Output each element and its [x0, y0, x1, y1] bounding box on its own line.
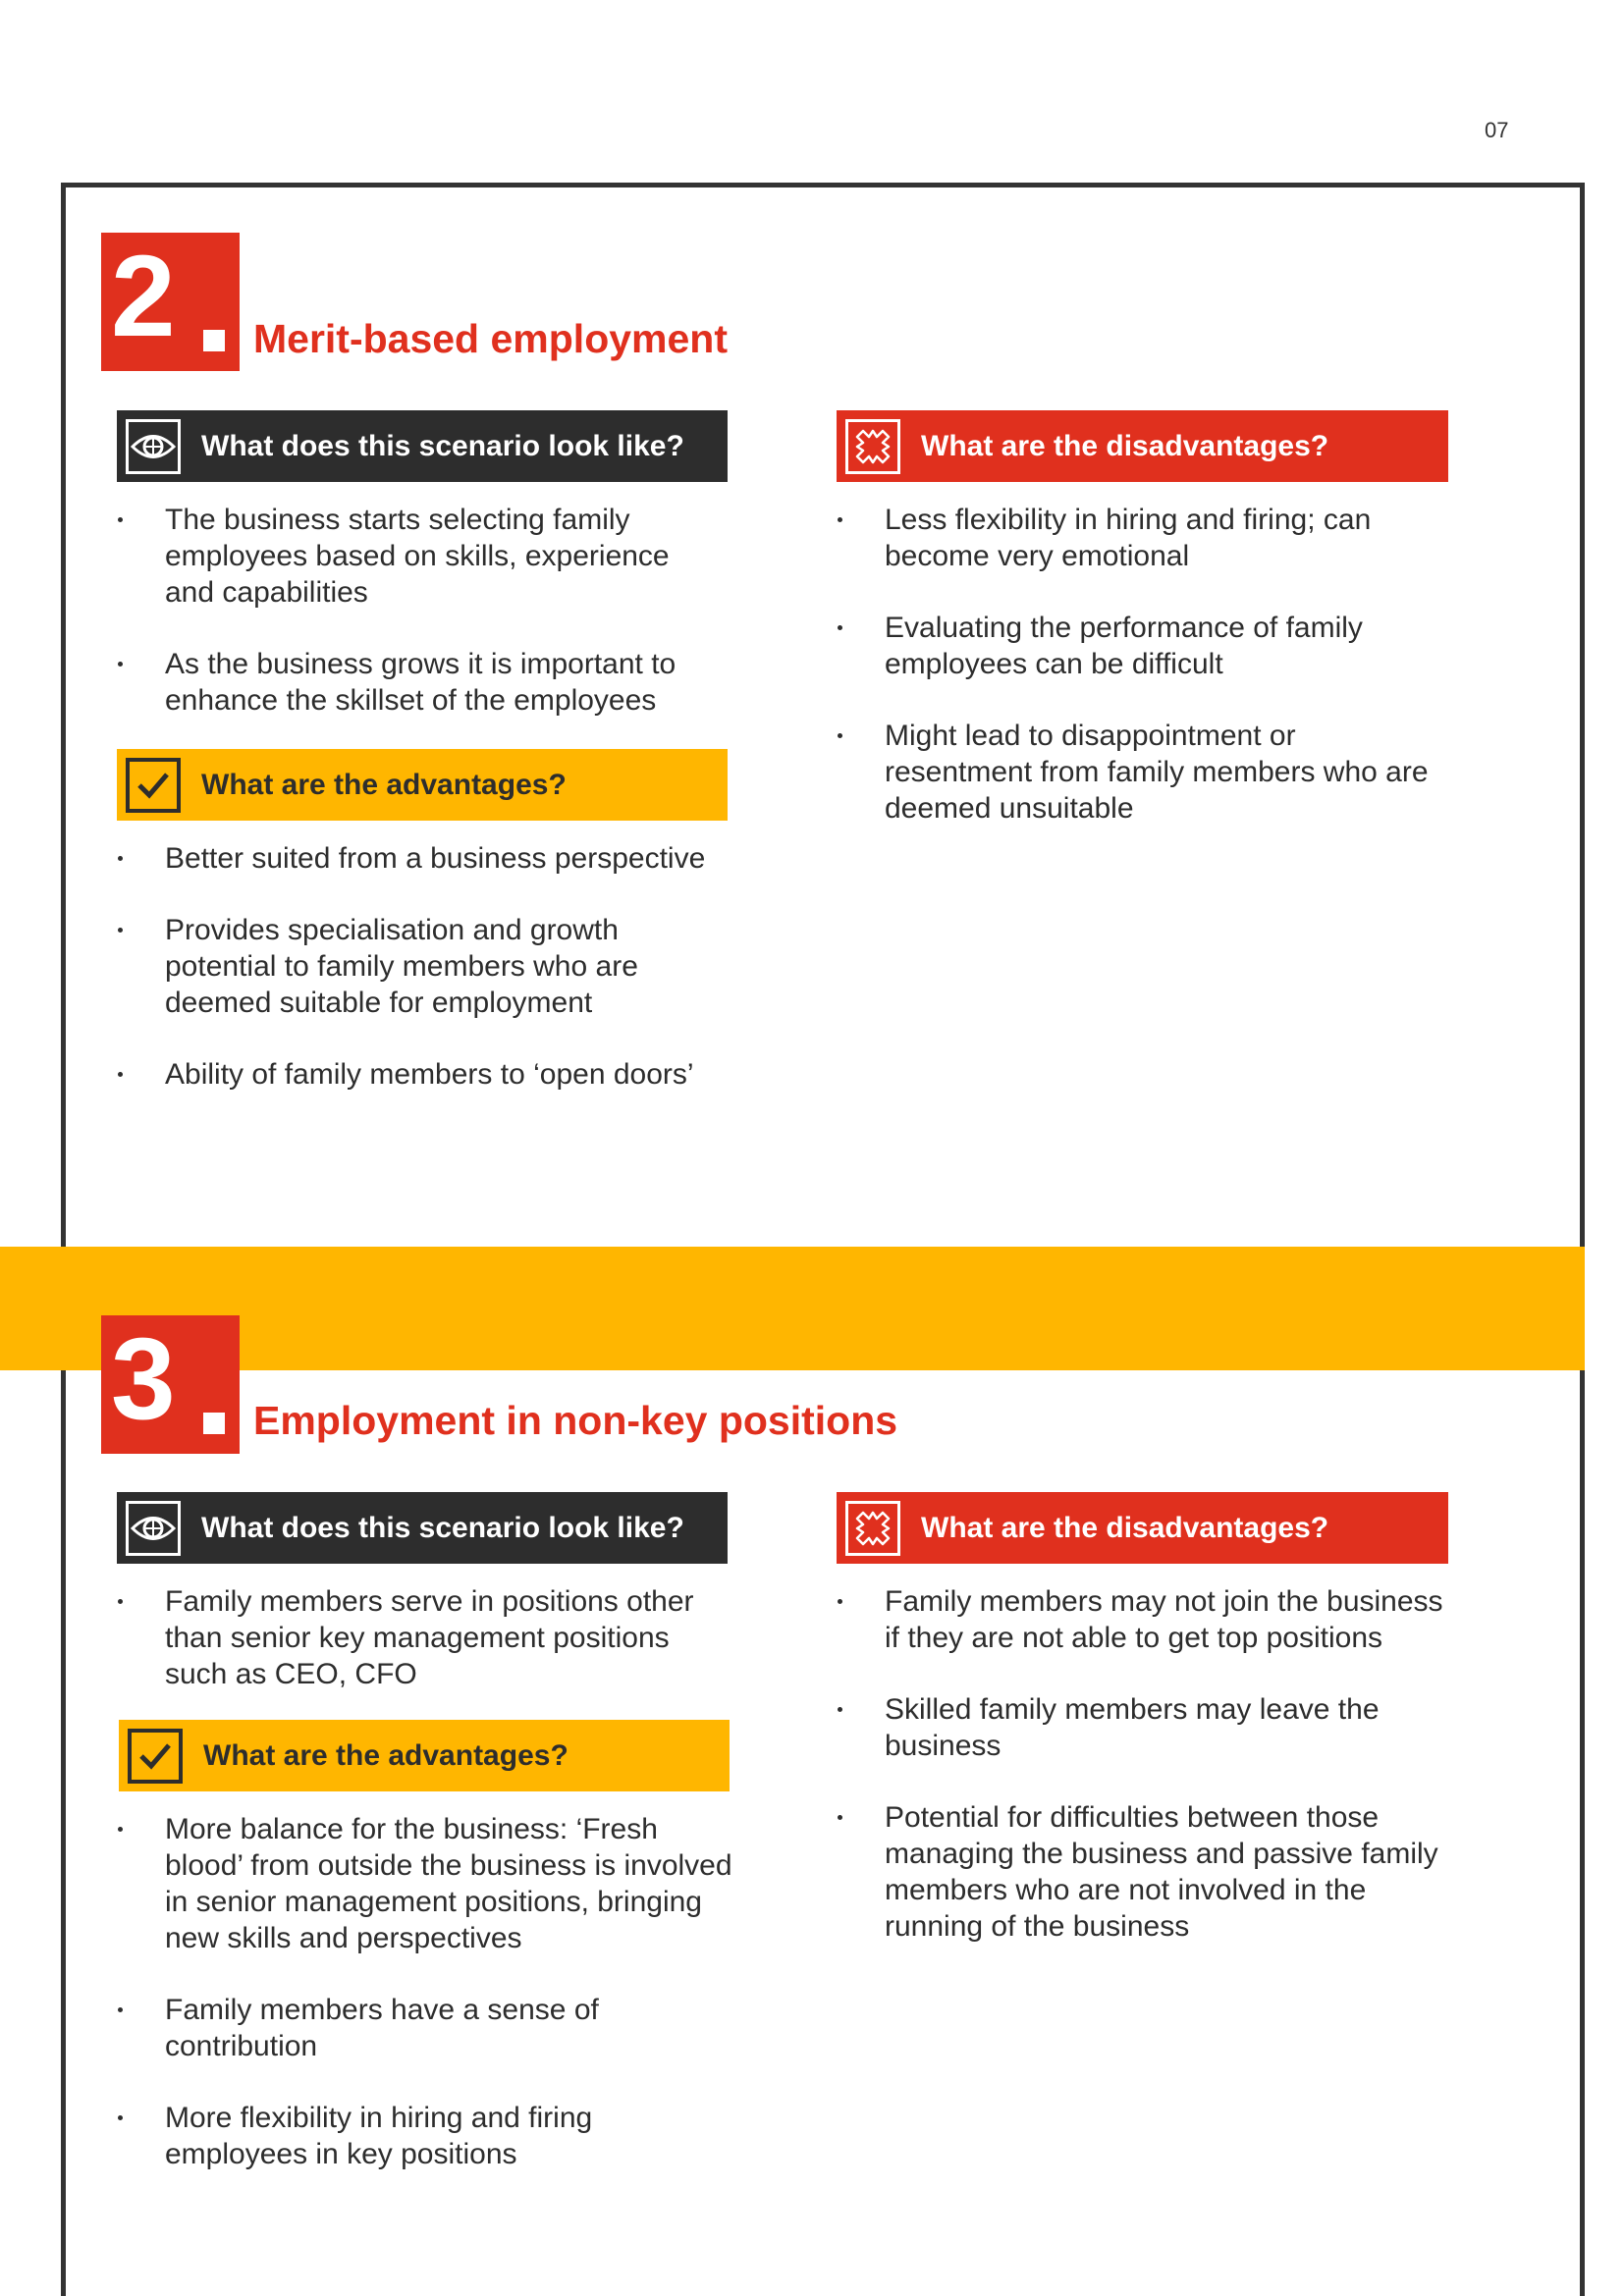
list-item: Less flexibility in hiring and firing; can become very emotional: [837, 502, 1445, 574]
section-title: Merit-based employment: [253, 316, 728, 361]
frame-left-border: [61, 183, 66, 2296]
section-title: Employment in non-key positions: [253, 1398, 898, 1443]
scenario-header: [117, 410, 728, 482]
list-item: As the business grows it is important to enhance the skillset of the employees: [117, 646, 726, 719]
frame-right-border: [1580, 183, 1585, 2296]
list-item: Family members have a sense of contribution: [117, 1992, 737, 2064]
scenario-heading: What does this scenario look like?: [201, 429, 684, 462]
eye-icon: [126, 1501, 181, 1556]
section-number: 2: [111, 232, 172, 361]
eye-icon: [126, 419, 181, 474]
list-item: Skilled family members may leave the business: [837, 1691, 1445, 1764]
section-number-badge: [101, 1315, 240, 1454]
checkmark-icon: [126, 758, 181, 813]
disadvantages-list: [837, 502, 1445, 862]
list-item: Might lead to disappointment or resentment from family members who are deemed unsuitable: [837, 718, 1445, 827]
disadvantages-header: [837, 1492, 1448, 1564]
list-item: The business starts selecting family employees based on skills, experience and capabilities: [117, 502, 726, 611]
advantages-list: [117, 1811, 737, 2208]
list-item: Family members serve in positions other than senior key management positions such as CEO, CFO: [117, 1583, 728, 1692]
list-item: Provides specialisation and growth potential to family members who are deemed suitable for employment: [117, 912, 726, 1021]
section-number-badge: [101, 233, 240, 371]
section-number-dot: [203, 330, 225, 351]
section-number-dot: [203, 1413, 225, 1434]
list-item: Evaluating the performance of family employees can be difficult: [837, 610, 1445, 682]
disadvantages-header: [837, 410, 1448, 482]
list-item: Family members may not join the business if they are not able to get top positions: [837, 1583, 1445, 1656]
cross-icon: [845, 1501, 900, 1556]
advantages-list: [117, 840, 726, 1128]
advantages-header: [119, 1720, 730, 1791]
scenario-list: [117, 502, 726, 754]
page-number: 07: [1485, 118, 1509, 142]
list-item: More balance for the business: ‘Fresh blood’ from outside the business is involved in senior management positions, bringing new skills and perspectives: [117, 1811, 737, 1956]
list-item: Ability of family members to ‘open doors’: [117, 1056, 726, 1093]
scenario-header: [117, 1492, 728, 1564]
advantages-heading: What are the advantages?: [203, 1738, 568, 1772]
frame-top-border: [61, 183, 1585, 187]
cross-icon: [845, 419, 900, 474]
advantages-header: [117, 749, 728, 821]
disadvantages-list: [837, 1583, 1445, 1980]
disadvantages-heading: What are the disadvantages?: [921, 429, 1329, 462]
scenario-list: [117, 1583, 728, 1728]
list-item: More flexibility in hiring and firing employees in key positions: [117, 2100, 737, 2172]
scenario-heading: What does this scenario look like?: [201, 1511, 684, 1544]
disadvantages-heading: What are the disadvantages?: [921, 1511, 1329, 1544]
list-item: Potential for difficulties between those managing the business and passive family members who are not involved in the running of the business: [837, 1799, 1445, 1945]
checkmark-icon: [128, 1729, 183, 1784]
list-item: Better suited from a business perspective: [117, 840, 726, 877]
advantages-heading: What are the advantages?: [201, 768, 567, 801]
section-number: 3: [111, 1314, 172, 1444]
